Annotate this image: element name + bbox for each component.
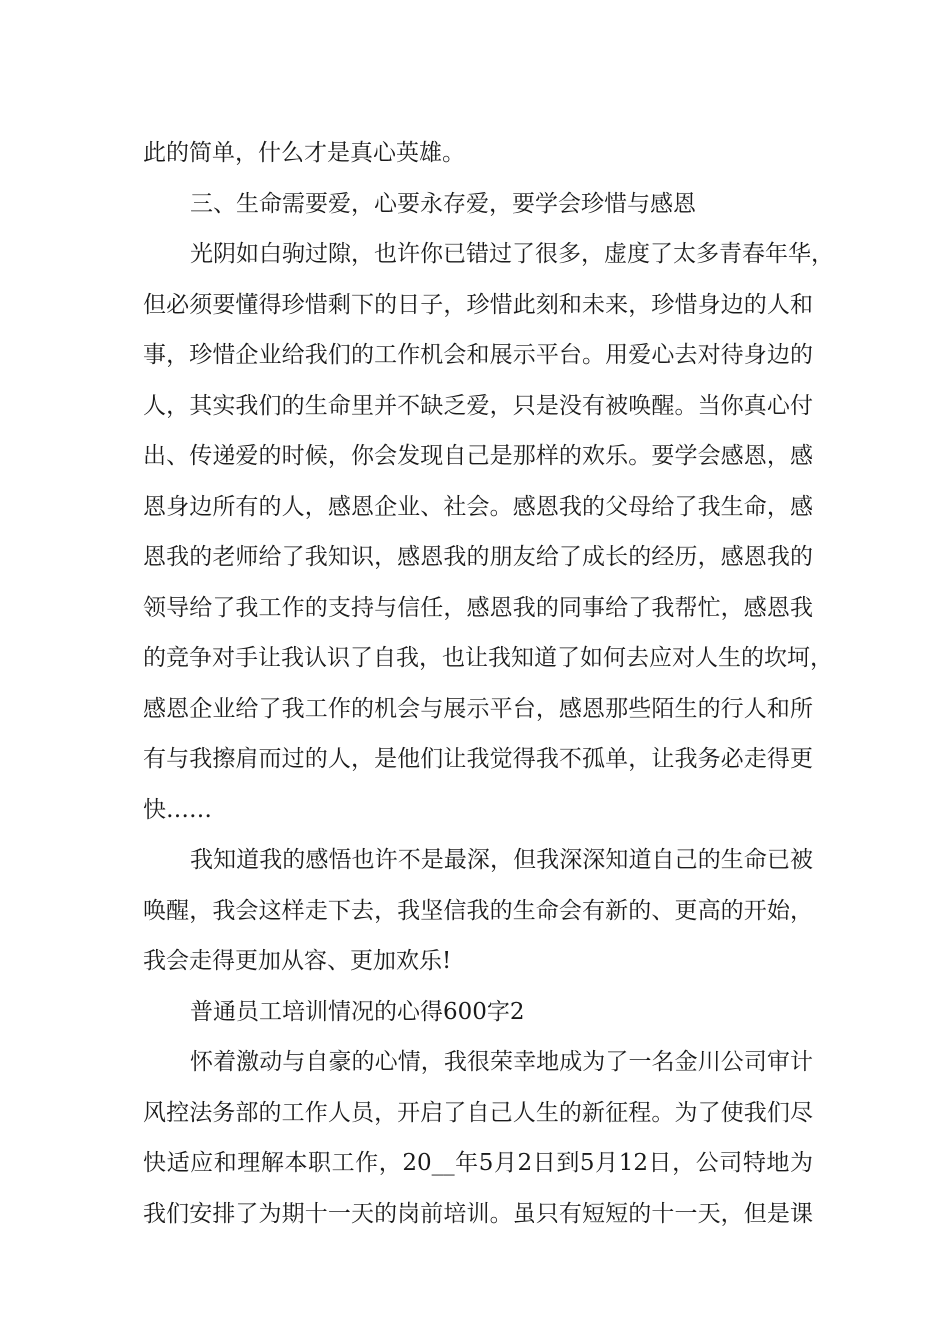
paragraph-line: 光阴如白驹过隙，也许你已错过了很多，虚度了太多青春年华， (190, 241, 834, 267)
article-title: 普通员工培训情况的心得600字2 (190, 998, 525, 1025)
paragraph-line: 出、传递爱的时候，你会发现自己是那样的欢乐。要学会感恩，感 (143, 443, 813, 469)
section-heading: 三、生命需要爱，心要永存爱，要学会珍惜与感恩 (190, 190, 696, 217)
paragraph-line: 恩身边所有的人，感恩企业、社会。感恩我的父母给了我生命，感 (143, 493, 813, 520)
paragraph-line: 领导给了我工作的支持与信任，感恩我的同事给了我帮忙，感恩我 (143, 594, 813, 621)
paragraph-line: 风控法务部的工作人员，开启了自己人生的新征程。为了使我们尽 (143, 1099, 813, 1126)
paragraph-line: 我们安排了为期十一天的岗前培训。虽只有短短的十一天，但是课 (143, 1200, 813, 1227)
paragraph-line: 人，其实我们的生命里并不缺乏爱，只是没有被唤醒。当你真心付 (143, 392, 813, 419)
paragraph-line: 有与我擦肩而过的人，是他们让我觉得我不孤单，让我务必走得更 (143, 746, 813, 772)
paragraph-line: 快…… (143, 796, 212, 823)
document-body (143, 128, 834, 1239)
paragraph-line: 的竞争对手让我认识了自我，也让我知道了如何去应对人生的坎坷， (143, 645, 833, 671)
paragraph-line: 怀着激动与自豪的心情，我很荣幸地成为了一名金川公司审计 (190, 1049, 813, 1075)
paragraph-line: 我会走得更加从容、更加欢乐! (143, 948, 452, 974)
paragraph-line: 此的简单，什么才是真心英雄。 (143, 140, 465, 166)
paragraph-line: 我知道我的感悟也许不是最深，但我深深知道自己的生命已被 (190, 847, 813, 873)
paragraph-line: 恩我的老师给了我知识，感恩我的朋友给了成长的经历，感恩我的 (143, 544, 813, 570)
paragraph-line: 事，珍惜企业给我们的工作机会和展示平台。用爱心去对待身边的 (143, 342, 813, 368)
paragraph-line: 快适应和理解本职工作，20__年5月2日到5月12日，公司特地为 (143, 1150, 813, 1176)
paragraph-line: 感恩企业给了我工作的机会与展示平台，感恩那些陌生的行人和所 (143, 695, 813, 722)
paragraph-line: 但必须要懂得珍惜剩下的日子，珍惜此刻和未来，珍惜身边的人和 (143, 291, 813, 318)
paragraph-line: 唤醒，我会这样走下去，我坚信我的生命会有新的、更高的开始， (143, 897, 813, 924)
